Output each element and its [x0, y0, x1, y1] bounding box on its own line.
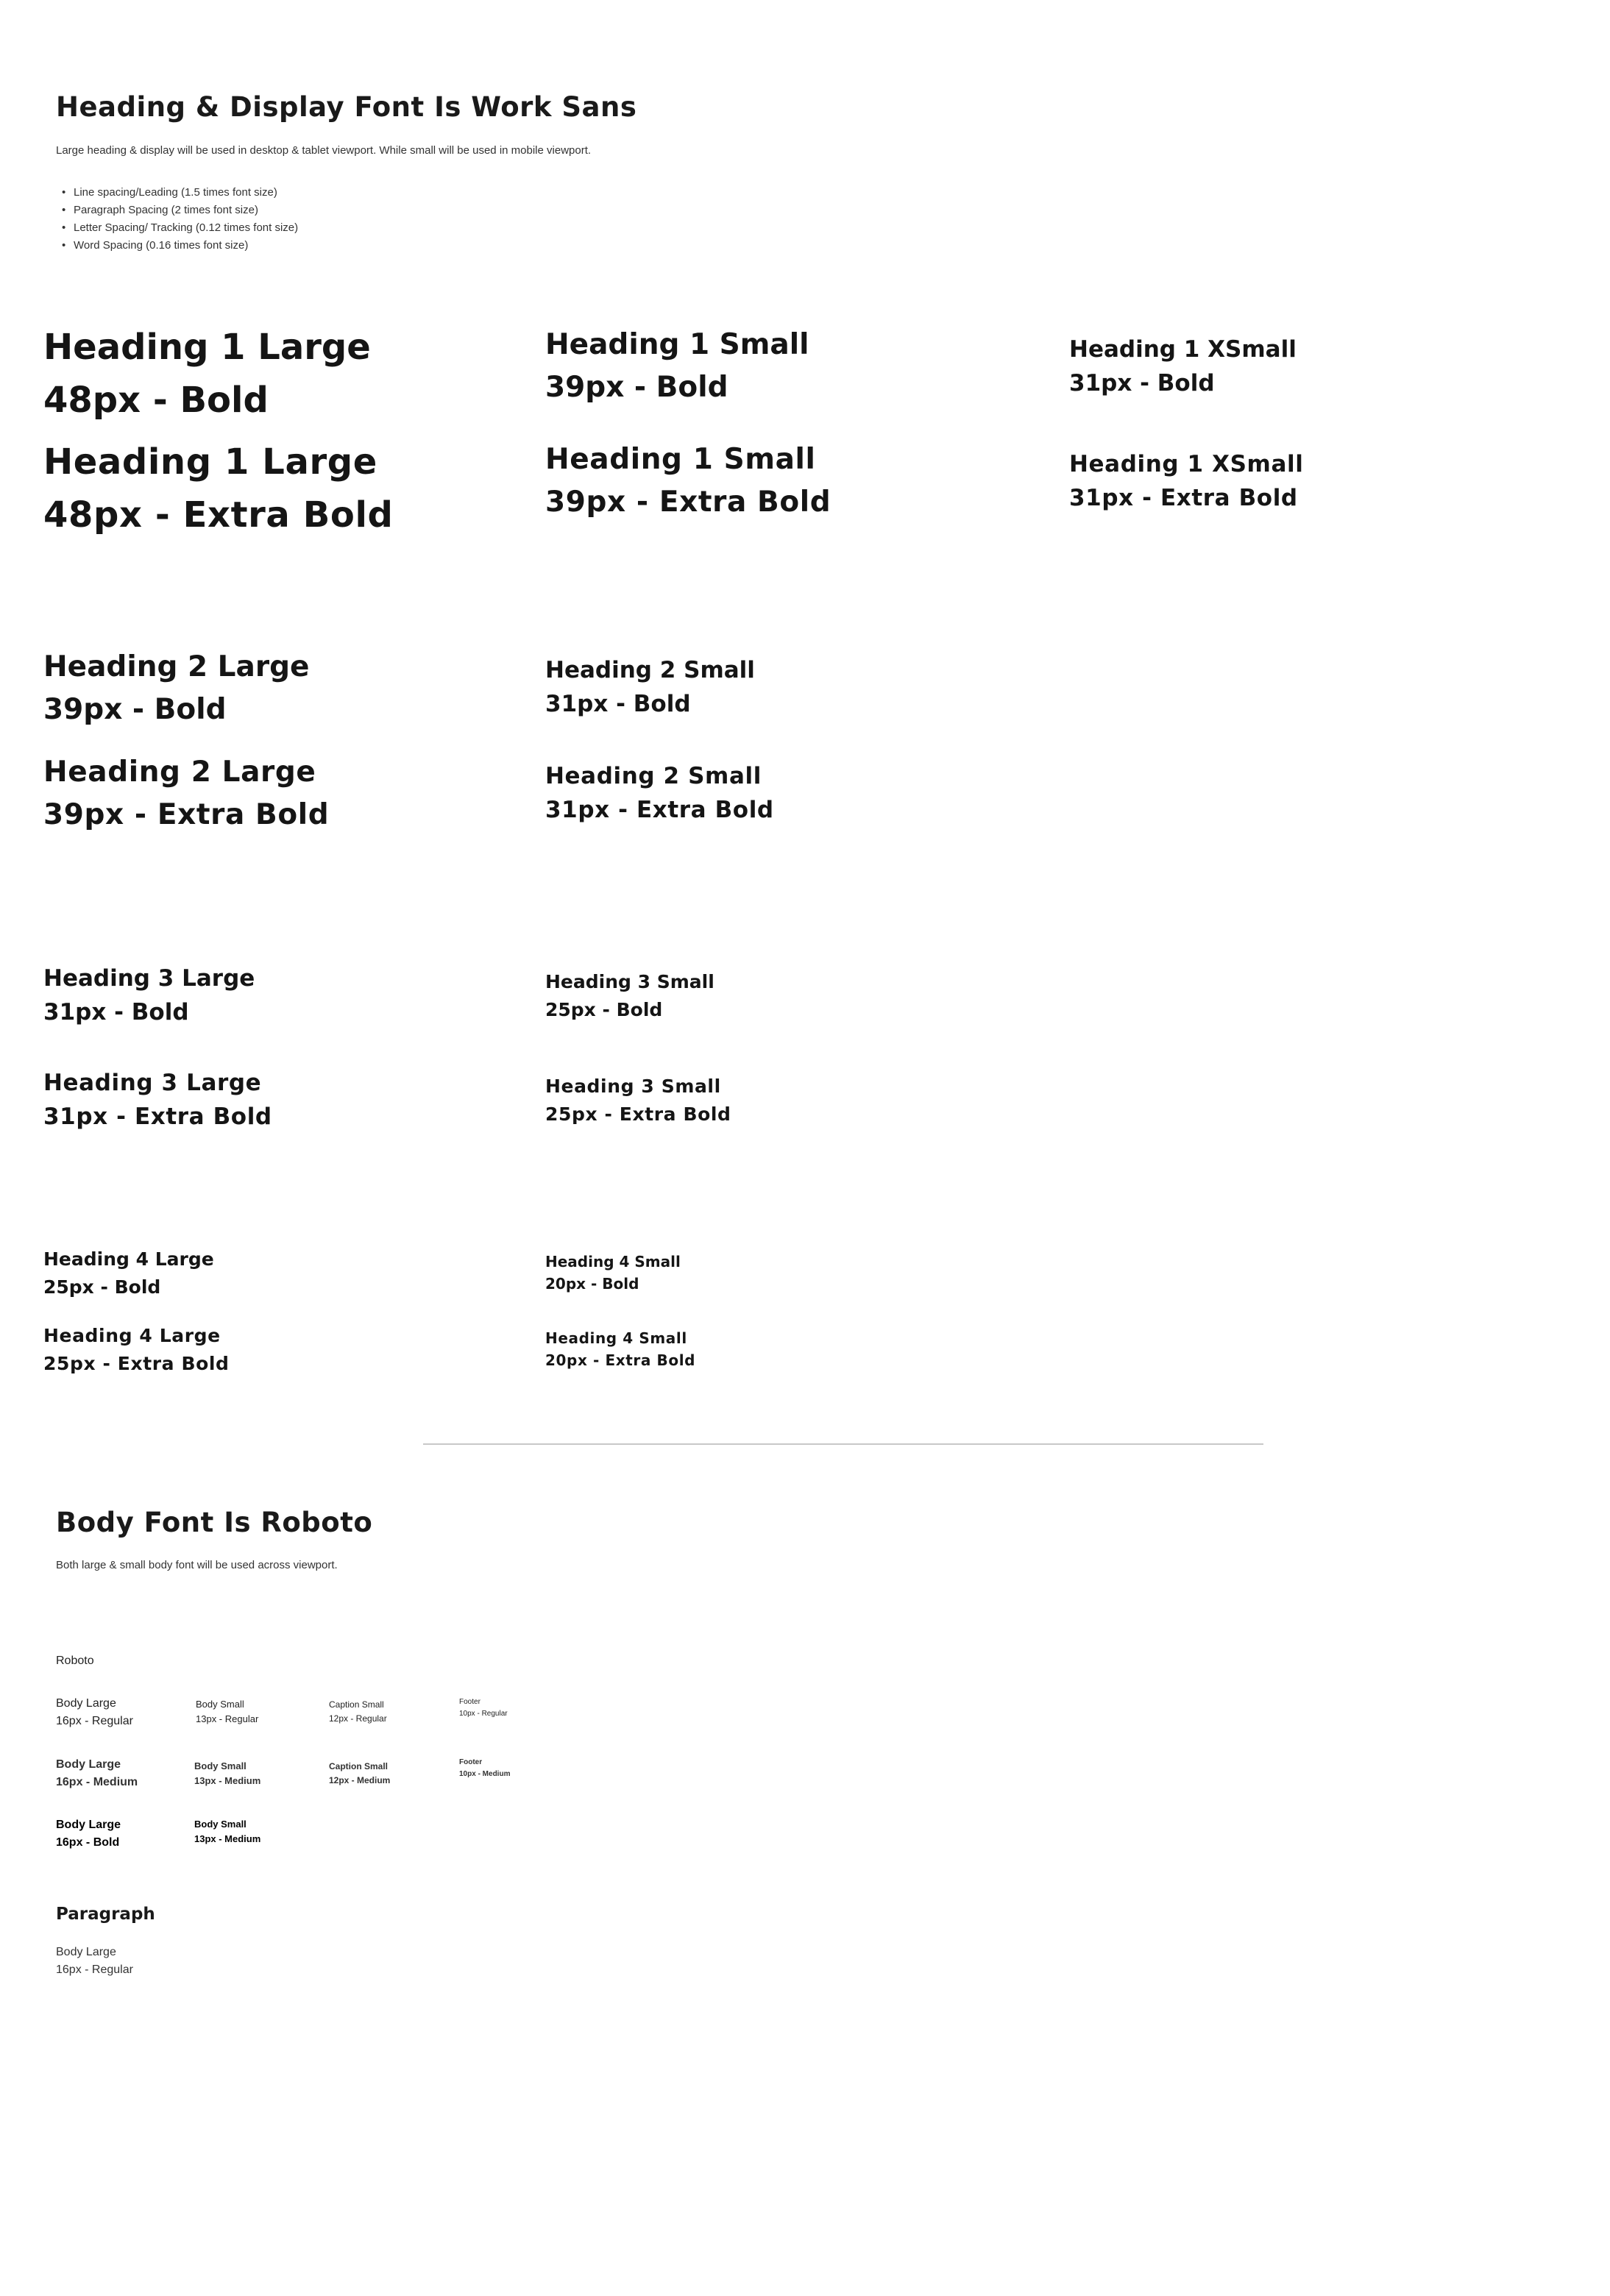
- specimen-spec: 31px - Bold: [43, 999, 189, 1026]
- specimen-name: Caption Small: [329, 1699, 384, 1710]
- specimen-name: Body Small: [194, 1760, 247, 1771]
- h3-large-xbold-specimen: [43, 1066, 272, 1134]
- specimen-name: Heading 3 Large: [43, 1070, 262, 1096]
- heading-section-title: Heading & Display Font Is Work Sans: [56, 91, 637, 123]
- body-section-title: Body Font Is Roboto: [56, 1507, 373, 1538]
- rule-item: • Line spacing/Leading (1.5 times font size): [56, 184, 298, 202]
- h3-small-xbold-specimen: [545, 1073, 731, 1129]
- specimen-spec: 16px - Bold: [56, 1836, 120, 1849]
- h1-large-xbold-specimen: [43, 436, 394, 541]
- specimen-name: Heading 4 Small: [545, 1253, 681, 1270]
- specimen-name: Body Small: [194, 1819, 247, 1830]
- specimen-name: Heading 1 XSmall: [1069, 336, 1297, 363]
- specimen-name: Heading 4 Large: [43, 1248, 214, 1270]
- specimen-name: Body Large: [56, 1946, 116, 1958]
- h2-small-bold-specimen: [545, 653, 755, 721]
- body-large-bold-specimen: [56, 1816, 121, 1852]
- h1-xsmall-bold-specimen: [1069, 333, 1297, 400]
- specimen-name: Heading 2 Small: [545, 657, 755, 683]
- specimen-spec: 31px - Extra Bold: [1069, 485, 1298, 511]
- specimen-name: Body Small: [196, 1699, 244, 1710]
- caption-small-regular-specimen: [329, 1698, 387, 1726]
- specimen-name: Footer: [459, 1758, 483, 1766]
- h4-small-xbold-specimen: [545, 1327, 695, 1371]
- h2-large-bold-specimen: [43, 646, 309, 731]
- specimen-spec: 25px - Extra Bold: [43, 1353, 230, 1374]
- specimen-name: Heading 1 Large: [43, 327, 371, 368]
- h1-small-xbold-specimen: [545, 438, 831, 524]
- h2-small-xbold-specimen: [545, 759, 774, 827]
- specimen-spec: 25px - Extra Bold: [545, 1103, 731, 1125]
- specimen-spec: 31px - Extra Bold: [43, 1103, 272, 1130]
- body-large-regular-specimen: [56, 1695, 133, 1730]
- specimen-name: Heading 3 Small: [545, 971, 714, 992]
- body-small-medium-specimen-2: [194, 1817, 260, 1847]
- specimen-spec: 25px - Bold: [43, 1276, 161, 1298]
- h3-large-bold-specimen: [43, 962, 255, 1029]
- specimen-name: Heading 3 Small: [545, 1076, 721, 1097]
- specimen-spec: 31px - Bold: [545, 691, 691, 717]
- specimen-spec: 20px - Bold: [545, 1275, 639, 1293]
- specimen-spec: 25px - Bold: [545, 999, 663, 1020]
- specimen-spec: 39px - Extra Bold: [545, 486, 831, 519]
- paragraph-section-title: Paragraph: [56, 1905, 155, 1924]
- specimen-spec: 48px - Extra Bold: [43, 494, 394, 536]
- body-large-medium-specimen: [56, 1756, 138, 1791]
- specimen-name: Heading 2 Large: [43, 650, 310, 683]
- specimen-spec: 13px - Medium: [194, 1775, 261, 1786]
- h1-xsmall-xbold-specimen: [1069, 447, 1303, 515]
- footer-medium-specimen: [459, 1757, 510, 1780]
- specimen-spec: 31px - Bold: [1069, 370, 1215, 397]
- specimen-spec: 12px - Medium: [329, 1775, 391, 1785]
- heading-rules-list: [56, 184, 298, 255]
- specimen-spec: 39px - Bold: [43, 693, 227, 726]
- body-small-medium-specimen: [194, 1759, 260, 1788]
- specimen-spec: 16px - Regular: [56, 1715, 133, 1727]
- specimen-spec: 10px - Medium: [459, 1770, 511, 1778]
- specimen-spec: 16px - Medium: [56, 1776, 138, 1788]
- specimen-spec: 39px - Extra Bold: [43, 798, 330, 831]
- specimen-spec: 10px - Regular: [459, 1710, 508, 1718]
- h4-large-xbold-specimen: [43, 1322, 230, 1378]
- h1-small-bold-specimen: [545, 324, 809, 409]
- specimen-name: Body Large: [56, 1819, 121, 1831]
- paragraph-sample: [56, 1944, 133, 1979]
- specimen-name: Body Large: [56, 1758, 121, 1771]
- specimen-name: Heading 1 Small: [545, 328, 809, 361]
- specimen-name: Heading 2 Small: [545, 763, 762, 789]
- specimen-name: Heading 4 Large: [43, 1325, 221, 1346]
- specimen-name: Heading 1 XSmall: [1069, 451, 1304, 477]
- specimen-name: Body Large: [56, 1697, 116, 1710]
- specimen-spec: 20px - Extra Bold: [545, 1351, 696, 1369]
- specimen-name: Heading 2 Large: [43, 756, 316, 789]
- specimen-name: Heading 1 Large: [43, 441, 377, 483]
- font-family-label: Roboto: [56, 1655, 94, 1667]
- specimen-name: Heading 1 Small: [545, 443, 816, 476]
- h1-large-bold-specimen: [43, 321, 371, 427]
- specimen-name: Caption Small: [329, 1761, 389, 1771]
- footer-regular-specimen: [459, 1696, 508, 1720]
- specimen-spec: 31px - Extra Bold: [545, 797, 774, 823]
- specimen-spec: 13px - Regular: [196, 1713, 259, 1724]
- specimen-spec: 13px - Medium: [194, 1833, 261, 1844]
- specimen-name: Heading 4 Small: [545, 1329, 687, 1347]
- rule-item: • Letter Spacing/ Tracking (0.12 times font size): [56, 219, 298, 237]
- specimen-spec: 12px - Regular: [329, 1713, 387, 1724]
- specimen-spec: 39px - Bold: [545, 371, 728, 404]
- h2-large-xbold-specimen: [43, 751, 329, 836]
- specimen-spec: 16px - Regular: [56, 1963, 133, 1976]
- rule-item: • Paragraph Spacing (2 times font size): [56, 202, 298, 219]
- body-section-description: Both large & small body font will be used across viewport.: [56, 1559, 338, 1571]
- h4-large-bold-specimen: [43, 1245, 214, 1301]
- caption-small-medium-specimen: [329, 1760, 390, 1788]
- rule-item: • Word Spacing (0.16 times font size): [56, 237, 298, 255]
- h3-small-bold-specimen: [545, 968, 714, 1024]
- specimen-spec: 48px - Bold: [43, 380, 269, 421]
- h4-small-bold-specimen: [545, 1251, 681, 1295]
- heading-section-description: Large heading & display will be used in desktop & tablet viewport. While small will be used in mobile viewport.: [56, 144, 592, 157]
- specimen-name: Footer: [459, 1698, 480, 1706]
- section-divider: [423, 1443, 1263, 1445]
- body-small-regular-specimen: [196, 1697, 258, 1727]
- specimen-name: Heading 3 Large: [43, 965, 255, 992]
